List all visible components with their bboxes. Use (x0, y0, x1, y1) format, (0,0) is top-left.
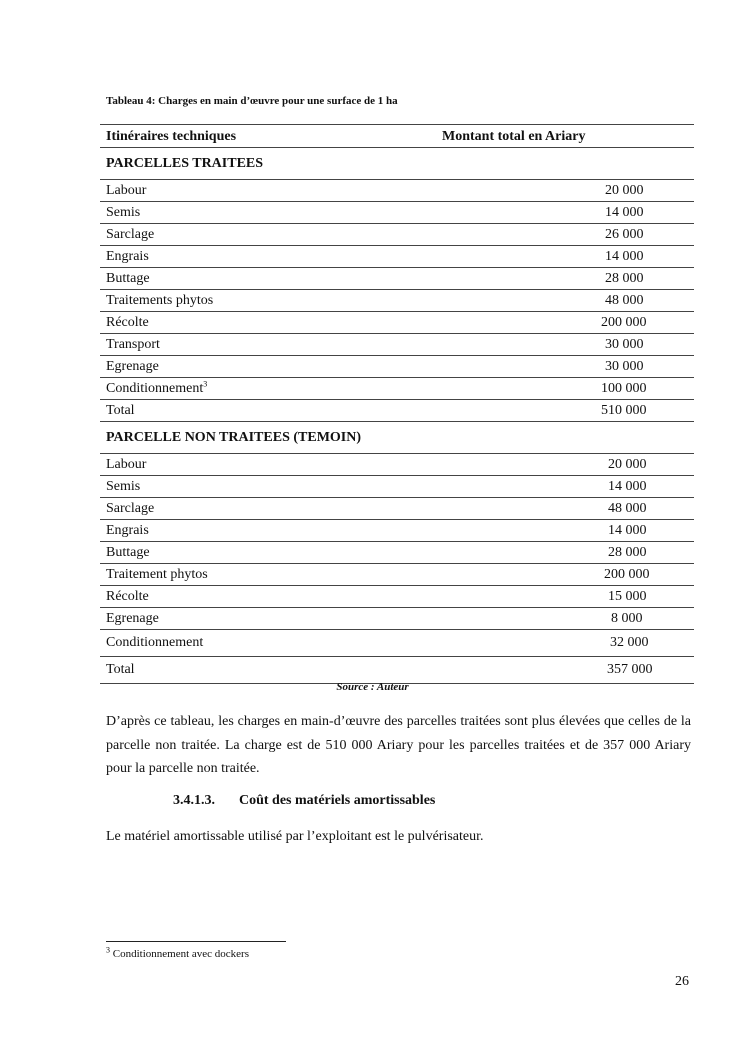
table-row (100, 608, 694, 630)
section-heading (173, 793, 435, 809)
table-row (100, 454, 694, 476)
row-value: 357 000 (436, 657, 694, 684)
body-paragraph: D’après ce tableau, les charges en main-d’œuvre des parcelles traitées sont plus élevées que celles de la parcelle non traitée. La charge est de 510 000 Ariary pour les parcelles traitées et de 357 000 Ariary pour la parcelle non traitée. (106, 714, 691, 776)
section-title-treated: PARCELLES TRAITEES (100, 148, 694, 180)
row-label: Egrenage (100, 608, 436, 630)
footnote-number: 3 (106, 945, 110, 955)
row-label: Total (100, 657, 436, 684)
section-title: Coût des matériels amortissables (239, 793, 436, 808)
table-row (100, 564, 694, 586)
table-row (100, 224, 694, 246)
row-label: Total (100, 400, 436, 422)
row-value: 20 000 (436, 454, 694, 476)
table-header-row (100, 125, 694, 148)
table-row (100, 290, 694, 312)
table-row (100, 312, 694, 334)
row-value: 200 000 (436, 312, 694, 334)
row-value: 28 000 (436, 268, 694, 290)
table-row-total (100, 657, 694, 684)
table-row (100, 520, 694, 542)
row-value: 14 000 (436, 476, 694, 498)
row-value: 28 000 (436, 542, 694, 564)
row-value: 30 000 (436, 334, 694, 356)
table-source: Source : Auteur (336, 681, 409, 693)
row-value: 14 000 (436, 246, 694, 268)
table-row (100, 268, 694, 290)
table-row (100, 630, 694, 657)
row-label: Sarclage (100, 498, 436, 520)
section-number: 3.4.1.3. (173, 793, 215, 808)
table-row (100, 202, 694, 224)
row-value: 14 000 (436, 520, 694, 542)
row-label: Engrais (100, 520, 436, 542)
header-montant: Montant total en Ariary (436, 125, 694, 148)
table-row (100, 246, 694, 268)
row-label: Traitements phytos (100, 290, 436, 312)
section-row-treated (100, 148, 694, 180)
row-label: Egrenage (100, 356, 436, 378)
treated-section (100, 148, 694, 422)
footnote (106, 945, 249, 960)
table-row (100, 542, 694, 564)
header-itineraires: Itinéraires techniques (100, 125, 436, 148)
footnote-separator (106, 941, 286, 942)
row-label: Récolte (100, 586, 436, 608)
row-value: 510 000 (436, 400, 694, 422)
table-row (100, 180, 694, 202)
row-value: 14 000 (436, 202, 694, 224)
section-row-control (100, 422, 694, 454)
row-label: Conditionnement (106, 381, 204, 396)
page-number: 26 (675, 974, 689, 989)
row-label: Conditionnement (100, 630, 436, 657)
footnote-ref: 3 (203, 379, 208, 389)
body-paragraph-2: Le matériel amortissable utilisé par l’exploitant est le pulvérisateur. (106, 829, 484, 844)
row-value: 20 000 (436, 180, 694, 202)
row-label: Sarclage (100, 224, 436, 246)
row-label: Buttage (100, 268, 436, 290)
row-value: 8 000 (436, 608, 694, 630)
table-row (100, 356, 694, 378)
row-label: Labour (100, 454, 436, 476)
row-label-with-note (100, 378, 436, 400)
row-value: 48 000 (436, 498, 694, 520)
row-label: Transport (100, 334, 436, 356)
row-value: 26 000 (436, 224, 694, 246)
table-row (100, 476, 694, 498)
control-section (100, 422, 694, 684)
table-row (100, 498, 694, 520)
table-row (100, 334, 694, 356)
row-value: 100 000 (436, 378, 694, 400)
row-label: Engrais (100, 246, 436, 268)
row-value: 200 000 (436, 564, 694, 586)
row-label: Semis (100, 476, 436, 498)
row-label: Labour (100, 180, 436, 202)
footnote-text: Conditionnement avec dockers (112, 948, 249, 960)
table-row-total (100, 400, 694, 422)
section-title-control: PARCELLE NON TRAITEES (TEMOIN) (100, 422, 694, 454)
row-label: Récolte (100, 312, 436, 334)
table-row (100, 586, 694, 608)
row-label: Buttage (100, 542, 436, 564)
row-value: 32 000 (436, 630, 694, 657)
row-value: 48 000 (436, 290, 694, 312)
row-label: Traitement phytos (100, 564, 436, 586)
charges-table (100, 124, 694, 684)
row-label: Semis (100, 202, 436, 224)
row-value: 15 000 (436, 586, 694, 608)
table-caption: Tableau 4: Charges en main d’œuvre pour une surface de 1 ha (106, 95, 398, 107)
row-value: 30 000 (436, 356, 694, 378)
table-row (100, 378, 694, 400)
